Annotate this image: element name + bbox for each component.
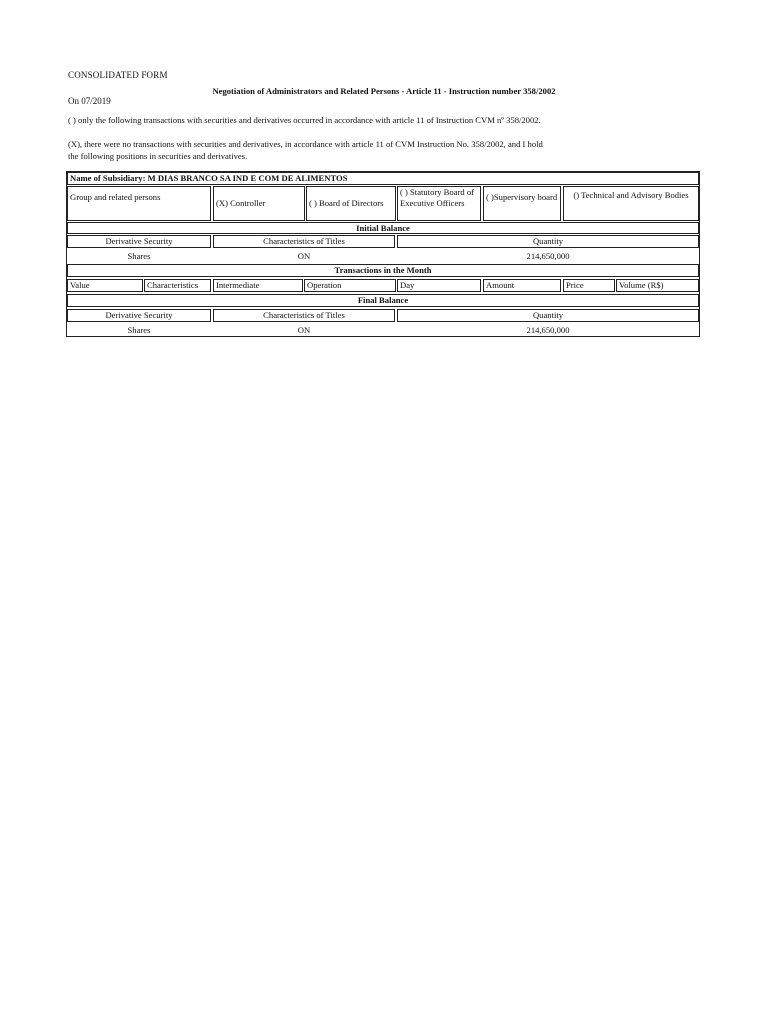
group-option-statutory-board: ( ) Statutory Board of Executive Officers [397,186,481,221]
form-title: CONSOLIDATED FORM [68,70,168,80]
declaration-transactions-occurred: ( ) only the following transactions with securities and derivatives occurred in accordance with article 11 of Instruction CVM nº 358/2002. [68,115,541,125]
initial-balance-title: Initial Balance [67,222,699,234]
final-row-quantity: 214,650,000 [526,325,570,335]
group-option-supervisory-board: ( )Supervisory board [483,186,561,221]
group-label: Group and related persons [67,186,211,221]
initial-header-characteristics: Characteristics of Titles [213,235,395,248]
initial-row-security: Shares [127,251,151,261]
subsidiary-name: Name of Subsidiary: M DIAS BRANCO SA IND E COM DE ALIMENTOS [67,172,699,185]
initial-header-quantity: Quantity [397,235,699,248]
transactions-header-operation: Operation [304,279,396,292]
reference-period: On 07/2019 [68,96,111,106]
group-option-controller: (X) Controller [213,186,305,221]
final-header-characteristics: Characteristics of Titles [213,309,395,322]
declaration-no-transactions: (X), there were no transactions with securities and derivatives, in accordance with article 11 of CVM Instruction No. 358/2002, and I hold the following positions in securities and derivatives. [68,139,543,161]
final-header-quantity: Quantity [397,309,699,322]
group-option-technical-advisory: () Technical and Advisory Bodies [563,186,699,221]
form-subtitle: Negotiation of Administrators and Related Persons - Article 11 - Instruction number 358/2002 [212,86,556,96]
transactions-header-value: Value [67,279,143,292]
final-balance-title: Final Balance [67,294,699,307]
final-row-characteristics: ON [297,325,311,335]
group-option-board-of-directors: ( ) Board of Directors [306,186,396,221]
initial-header-derivative-security: Derivative Security [67,235,211,248]
initial-row-characteristics: ON [297,251,311,261]
final-header-derivative-security: Derivative Security [67,309,211,322]
transactions-header-amount: Amount [483,279,561,292]
transactions-header-intermediate: Intermediate [213,279,303,292]
initial-row-quantity: 214,650,000 [526,251,570,261]
transactions-header-price: Price [563,279,615,292]
transactions-header-characteristics: Characteristics [144,279,211,292]
transactions-title: Transactions in the Month [67,264,699,277]
final-row-security: Shares [127,325,151,335]
transactions-header-day: Day [397,279,481,292]
transactions-header-volume: Volume (R$) [616,279,699,292]
